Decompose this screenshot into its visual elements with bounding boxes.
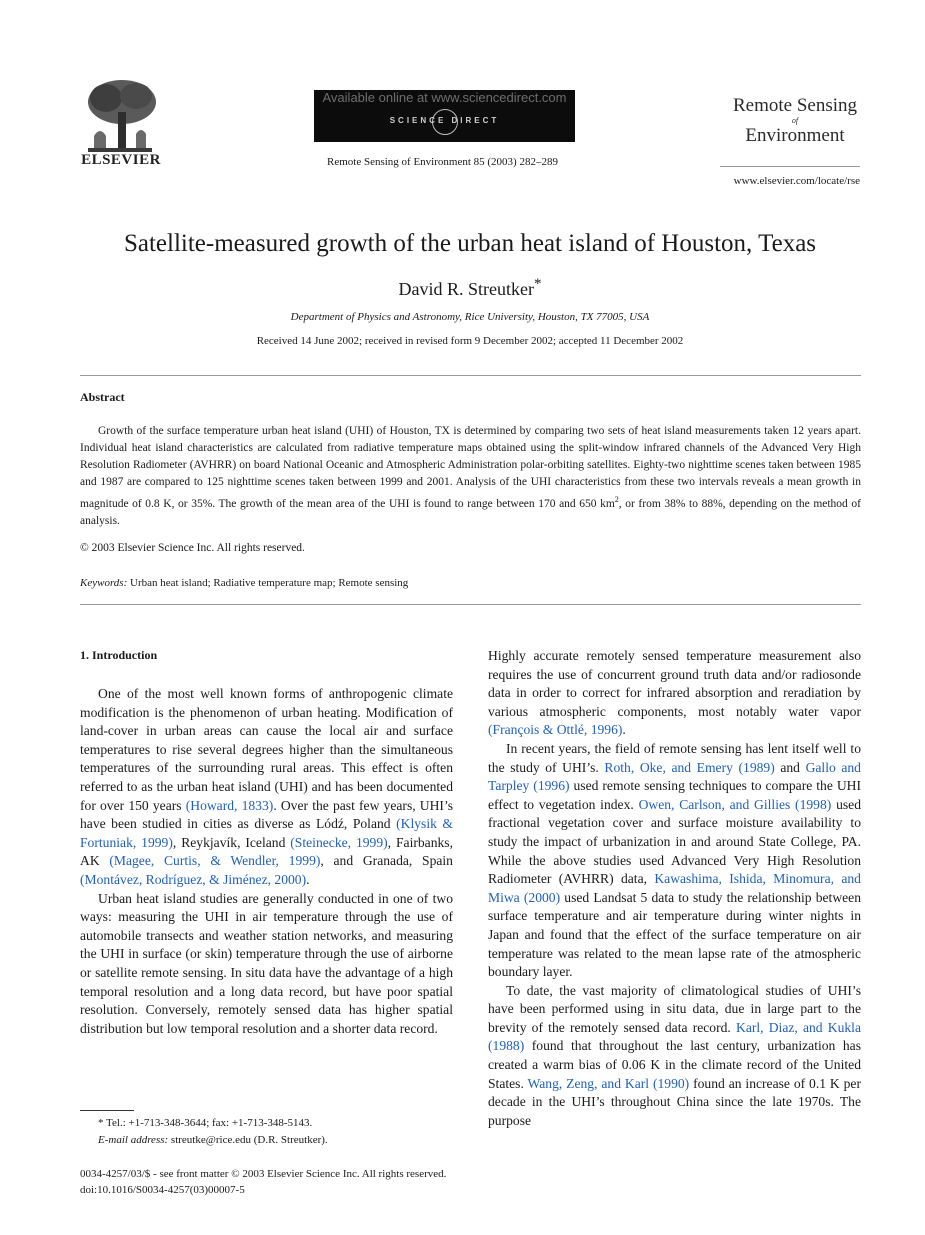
left-column bbox=[80, 685, 453, 1038]
publisher-wordmark: ELSEVIER bbox=[81, 152, 161, 168]
right-column bbox=[488, 647, 861, 1130]
text-run: , and Granada, Spain bbox=[320, 853, 453, 869]
sciencedirect-availability-text: Available online at www.sciencedirect.com bbox=[322, 90, 567, 105]
intro-paragraph-4 bbox=[488, 740, 861, 982]
article-history-dates: Received 14 June 2002; received in revised form 9 December 2002; accepted 11 December 2002 bbox=[256, 335, 684, 347]
citation-link[interactable]: Karl, Diaz, and Kukla (1988) bbox=[488, 1019, 861, 1054]
footnote-contact: * Tel.: +1-713-348-3644; fax: +1-713-348-5143. bbox=[98, 1117, 313, 1129]
sciencedirect-name: SCIENCE DIRECT bbox=[389, 116, 500, 125]
citation-link[interactable]: Owen, Carlson, and Gillies (1998) bbox=[638, 796, 832, 812]
citation-link[interactable]: Wang, Zeng, and Karl (1990) bbox=[527, 1075, 690, 1091]
copyright-notice: © 2003 Elsevier Science Inc. All rights reserved. bbox=[80, 542, 305, 554]
intro-paragraph-1 bbox=[80, 685, 453, 890]
footnote-divider bbox=[80, 1110, 134, 1111]
citation-link[interactable]: (Magee, Curtis, & Wendler, 1999) bbox=[109, 853, 321, 869]
intro-paragraph-5 bbox=[488, 982, 861, 1131]
citation-link[interactable]: Roth, Oke, and Emery (1989) bbox=[604, 759, 775, 775]
journal-title-divider bbox=[720, 166, 860, 167]
abstract-text-part1: Growth of the surface temperature urban heat island (UHI) of Houston, TX is determined by comparing two sets of heat island measurements taken 12 years apart. Individual heat island characteristics are calculated from radiative temperature maps obtained using the split-window infrared channels of the Advanced Very High Resolution Radiometer (AVHRR) on board National Oceanic and Atmospheric Administration polar-orbiting satellites. Eighty-two nighttime scenes taken between 1985 and 1987 are compared to 125 nighttime scenes taken between 1999 and 2001. Analysis of the UHI characteristics from these two intervals reveals a mean growth in magnitude of 0.8 K, or 35%. The growth of the mean area of the UHI is found to range between 170 and 650 km bbox=[80, 425, 861, 510]
text-run: found that throughout the last century, urbanization has created a warm bias of 0.06 K in the climate record of the United States. bbox=[488, 1038, 861, 1091]
abstract-body bbox=[80, 423, 861, 530]
doi-line[interactable]: doi:10.1016/S0034-4257(03)00007-5 bbox=[80, 1184, 245, 1196]
sciencedirect-banner[interactable] bbox=[314, 90, 575, 142]
email-label: E-mail address: bbox=[98, 1134, 169, 1146]
issn-line: 0034-4257/03/$ - see front matter © 2003 Elsevier Science Inc. All rights reserved. bbox=[80, 1168, 447, 1180]
citation-link[interactable]: (Montávez, Rodríguez, & Jiménez, 2000) bbox=[80, 871, 307, 887]
text-run: used remote sensing techniques to compare the UHI effect to vegetation index. bbox=[488, 778, 861, 812]
footnote-email bbox=[98, 1134, 328, 1146]
text-run: used Landsat 5 data to study the relationship between surface temperature and air temperature during winter nights in Japan and found that the effect of the surface temperature on air temperature was related to the mean lapse rate of the atmospheric boundary layer. bbox=[488, 889, 862, 980]
article-title: Satellite-measured growth of the urban heat island of Houston, Texas bbox=[123, 230, 817, 257]
text-run: , Reykjavík, Iceland bbox=[172, 834, 291, 850]
keywords-label: Keywords: bbox=[80, 577, 128, 589]
journal-title-logo bbox=[720, 95, 870, 146]
intro-paragraph-2: Urban heat island studies are generally conducted in one of two ways: measuring the UHI in air temperature through the use of automobile transects and weather station networks, and measuring the UHI in surface (or skin) temperature through the use of airborne or satellite remote sensing. In situ data have the advantage of a high temporal resolution and a long data record, but have poor spatial resolution. Conversely, remotely sensed data has higher spatial distribution but low temporal resolution and a shorter data record. bbox=[80, 890, 453, 1036]
abstract-divider bbox=[80, 604, 861, 605]
citation-link[interactable]: (Howard, 1833) bbox=[185, 797, 274, 813]
author-name: David R. Streutker bbox=[398, 279, 534, 299]
journal-citation: Remote Sensing of Environment 85 (2003) 282–289 bbox=[327, 156, 558, 168]
text-run: In recent years, the field of remote sensing has lent itself well to the study of UHI’s. bbox=[488, 740, 861, 775]
corresponding-author-mark[interactable]: * bbox=[533, 276, 542, 292]
section-heading-introduction: 1. Introduction bbox=[80, 648, 158, 662]
header-divider bbox=[80, 375, 861, 376]
text-run: found an increase of 0.1 K per decade in the UHI’s throughout China since the late 1970s. The purpose bbox=[488, 1075, 861, 1128]
abstract-superscript: 2 bbox=[614, 495, 619, 504]
abstract-heading: Abstract bbox=[80, 390, 125, 404]
author-line bbox=[0, 276, 925, 300]
citation-link[interactable]: Gallo and Tarpley (1996) bbox=[488, 759, 861, 794]
keywords-line bbox=[80, 577, 408, 589]
text-run: Highly accurate remotely sensed temperature measurement also requires the use of concurrent ground truth data and/or radiosonde data in order to correct for infrared absorption and reradiation by various atmospheric components, most notably water vapor bbox=[488, 648, 861, 719]
citation-link[interactable]: (François & Ottlé, 1996) bbox=[488, 722, 623, 738]
text-run: , Fairbanks, AK bbox=[80, 834, 453, 869]
journal-url-link[interactable]: www.elsevier.com/locate/rse bbox=[733, 175, 860, 187]
text-run: used fractional vegetation cover and surface moisture availability to study the impact of urbanization in and around State College, PA. While the above studies used Advanced Very High Resolution Radiometer (AVHRR) data, bbox=[488, 796, 861, 887]
keywords-list: Urban heat island; Radiative temperature map; Remote sensing bbox=[130, 577, 409, 589]
text-run: . bbox=[622, 722, 626, 738]
citation-link[interactable]: Kawashima, Ishida, Minomura, and Miwa (2000) bbox=[488, 871, 861, 905]
author-affiliation: Department of Physics and Astronomy, Rice University, Houston, TX 77005, USA bbox=[290, 311, 650, 323]
text-run: . bbox=[306, 871, 310, 887]
journal-title-of: of bbox=[791, 116, 799, 125]
text-run: One of the most well known forms of anthropogenic climate modification is the phenomenon of urban heating. Modification of land-cover in urban areas can cause the local air and surface temperatures to rise several degrees higher than the simultaneous temperatures of the surrounding rural areas. This effect is often referred to as the urban heat island (UHI) and has been documented for over 150 years bbox=[80, 686, 453, 813]
text-run: and bbox=[774, 759, 806, 775]
citation-link[interactable]: (Klysik & Fortuniak, 1999) bbox=[80, 816, 453, 850]
citation-link[interactable]: (Steinecke, 1999) bbox=[290, 834, 388, 850]
abstract-text-part2: , or from 38% to 88%, depending on the method of analysis. bbox=[80, 497, 861, 527]
email-address-link[interactable]: streutke@rice.edu (D.R. Streutker). bbox=[170, 1134, 328, 1146]
text-run: . Over the past few years, UHI’s have been studied in cities as diverse as Lódź, Poland bbox=[80, 797, 454, 832]
text-run: To date, the vast majority of climatological studies of UHI’s have been performed using in situ data, due in large part to the brevity of the remotely sensed data record. bbox=[488, 982, 861, 1035]
journal-title-line2: Environment bbox=[745, 125, 845, 146]
intro-paragraph-3 bbox=[488, 647, 861, 740]
journal-title-line1: Remote Sensing bbox=[732, 95, 858, 116]
